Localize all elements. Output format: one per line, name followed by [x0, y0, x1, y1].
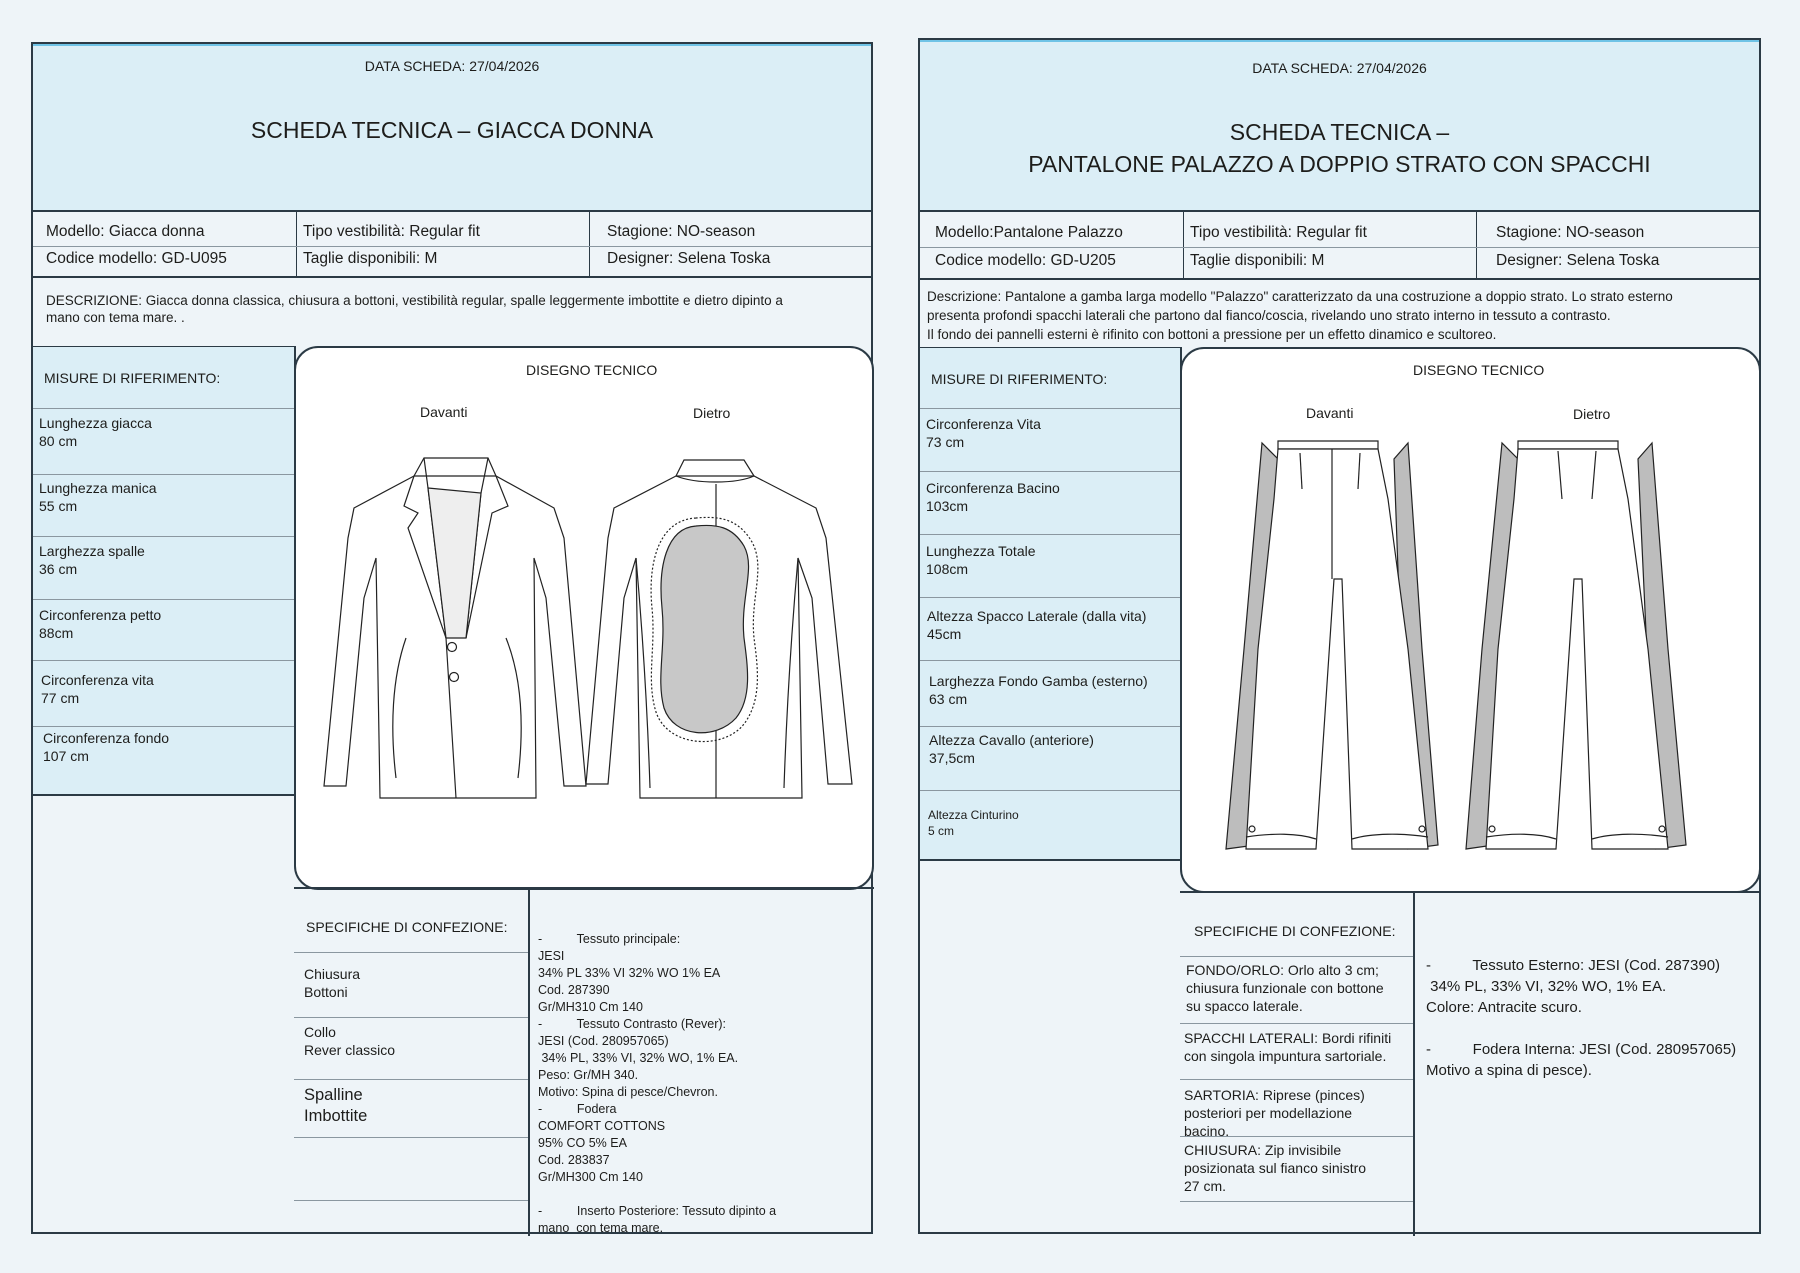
measure-item: Lunghezza manica 55 cm	[39, 480, 157, 514]
fit-type: Tipo vestibilità: Regular fit	[303, 223, 480, 240]
available-sizes: Taglie disponibili: M	[303, 250, 438, 267]
description	[927, 287, 1757, 344]
model-code: Codice modello: GD-U095	[46, 250, 227, 267]
spec-title: SPECIFICHE DI CONFEZIONE:	[306, 919, 508, 935]
season: Stagione: NO-season	[607, 223, 756, 240]
sheet-date: DATA SCHEDA: 27/04/2026	[364, 58, 540, 74]
measure-item: Circonferenza Bacino 103cm	[926, 480, 1060, 514]
technical-drawing	[1180, 347, 1761, 893]
model-info-table	[33, 212, 871, 278]
back-label: Dietro	[693, 405, 731, 421]
measure-item: Larghezza Fondo Gamba (esterno) 63 cm	[929, 673, 1148, 707]
sheet-title-line2: PANTALONE PALAZZO A DOPPIO STRATO CON SPACCHI	[1028, 151, 1651, 177]
measure-item: Circonferenza petto 88cm	[39, 607, 162, 641]
description-line: presenta profondi spacchi laterali che partono dal fianco/coscia, rivelando uno strato interno in tessuto a contrasto.	[927, 308, 1611, 323]
measures-title: MISURE DI RIFERIMENTO:	[44, 370, 221, 386]
sheet-date: DATA SCHEDA: 27/04/2026	[1252, 60, 1427, 76]
spec-collar: Collo Rever classico	[304, 1024, 396, 1058]
drawing-title: DISEGNO TECNICO	[1413, 362, 1545, 378]
measure-item: Circonferenza vita 77 cm	[41, 672, 154, 706]
measure-item: Circonferenza Vita 73 cm	[926, 416, 1041, 450]
spec-shoulders: Spalline Imbottite	[304, 1086, 368, 1125]
designer: Designer: Selena Toska	[1496, 252, 1660, 269]
measure-item: Lunghezza giacca 80 cm	[39, 415, 152, 449]
designer: Designer: Selena Toska	[607, 250, 771, 267]
tech-sheet-jacket	[31, 42, 873, 1234]
description-line: Il fondo dei pannelli esterni è rifinito con bottoni a pressione per un effetto dinamico e scultoreo.	[927, 327, 1497, 342]
measures-panel	[33, 346, 296, 796]
season: Stagione: NO-season	[1496, 224, 1645, 241]
spec-closure: Chiusura Bottoni	[304, 966, 361, 1000]
sheet-title: SCHEDA TECNICA – GIACCA DONNA	[250, 117, 654, 143]
front-label: Davanti	[1306, 405, 1354, 421]
spec-side-slits: SPACCHI LATERALI: Bordi rifiniti con singola impuntura sartoriale.	[1184, 1030, 1392, 1064]
available-sizes: Taglie disponibili: M	[1190, 252, 1325, 269]
measures-panel	[920, 347, 1182, 861]
model-name: Modello:Pantalone Palazzo	[935, 224, 1123, 241]
technical-drawing	[294, 346, 874, 890]
fit-type: Tipo vestibilità: Regular fit	[1190, 224, 1367, 241]
sheet-header	[33, 44, 871, 212]
measure-item: Altezza Spacco Laterale (dalla vita) 45cm	[927, 608, 1147, 642]
measure-item: Altezza Cavallo (anteriore) 37,5cm	[929, 732, 1094, 766]
fabric-details: - Tessuto Esterno: JESI (Cod. 287390) 34% PL, 33% VI, 32% WO, 1% EA. Colore: Antracite scuro. - Fodera Interna: JESI (Cod. 280957065) Motivo a spina di pesce).	[1426, 957, 1737, 1079]
measure-item: Circonferenza fondo 107 cm	[43, 730, 170, 764]
measure-item: Lunghezza Totale 108cm	[926, 543, 1036, 577]
drawing-title: DISEGNO TECNICO	[526, 362, 658, 378]
model-code: Codice modello: GD-U205	[935, 252, 1116, 269]
description-line: DESCRIZIONE: Giacca donna classica, chiusura a bottoni, vestibilità regular, spalle leggermente imbottite e dietro dipinto a	[46, 293, 783, 308]
front-label: Davanti	[420, 404, 468, 420]
sheet-header	[920, 40, 1759, 212]
spec-section	[294, 887, 874, 1234]
sheet-title-line1: SCHEDA TECNICA –	[1229, 119, 1450, 145]
model-info-table	[920, 212, 1759, 280]
measures-title: MISURE DI RIFERIMENTO:	[931, 371, 1108, 387]
spec-hem: FONDO/ORLO: Orlo alto 3 cm; chiusura funzionale con bottone su spacco laterale.	[1186, 962, 1384, 1014]
description-line: mano con tema mare. .	[46, 310, 185, 325]
trousers-sketch	[1182, 349, 1759, 891]
fabric-details: - Tessuto principale: JESI 34% PL 33% VI 32% WO 1% EA Cod. 287390 Gr/MH310 Cm 140 - Tessuto Contrasto (Rever): JESI (Cod. 280957065) 34% PL, 33% VI, 32% WO, 1% EA. Peso: Gr/MH 340. Motivo: Spina di pesce/Chevron. - Fodera COMFORT COTTONS 95% CO 5% EA Cod. 283837 Gr/MH300 Cm 140 - Inserto Posteriore: Tessuto dipinto a mano con tema mare.	[538, 932, 777, 1235]
measure-item: Larghezza spalle 36 cm	[39, 543, 145, 577]
tech-sheet-trousers	[918, 38, 1761, 1234]
measure-item: Altezza Cinturino 5 cm	[928, 808, 1019, 838]
jacket-sketch	[296, 348, 872, 888]
spec-closure: CHIUSURA: Zip invisibile posizionata sul fianco sinistro 27 cm.	[1184, 1142, 1367, 1194]
spec-title: SPECIFICHE DI CONFEZIONE:	[1194, 923, 1396, 939]
spec-tailoring: SARTORIA: Riprese (pinces) posteriori per modellazione bacino.	[1184, 1087, 1365, 1139]
model-name: Modello: Giacca donna	[46, 223, 205, 240]
spec-section	[1180, 891, 1761, 1234]
back-label: Dietro	[1573, 406, 1611, 422]
description-line: Descrizione: Pantalone a gamba larga modello "Palazzo" caratterizzato da una costruzione a doppio strato. Lo strato esterno	[927, 289, 1673, 304]
description	[46, 292, 861, 326]
